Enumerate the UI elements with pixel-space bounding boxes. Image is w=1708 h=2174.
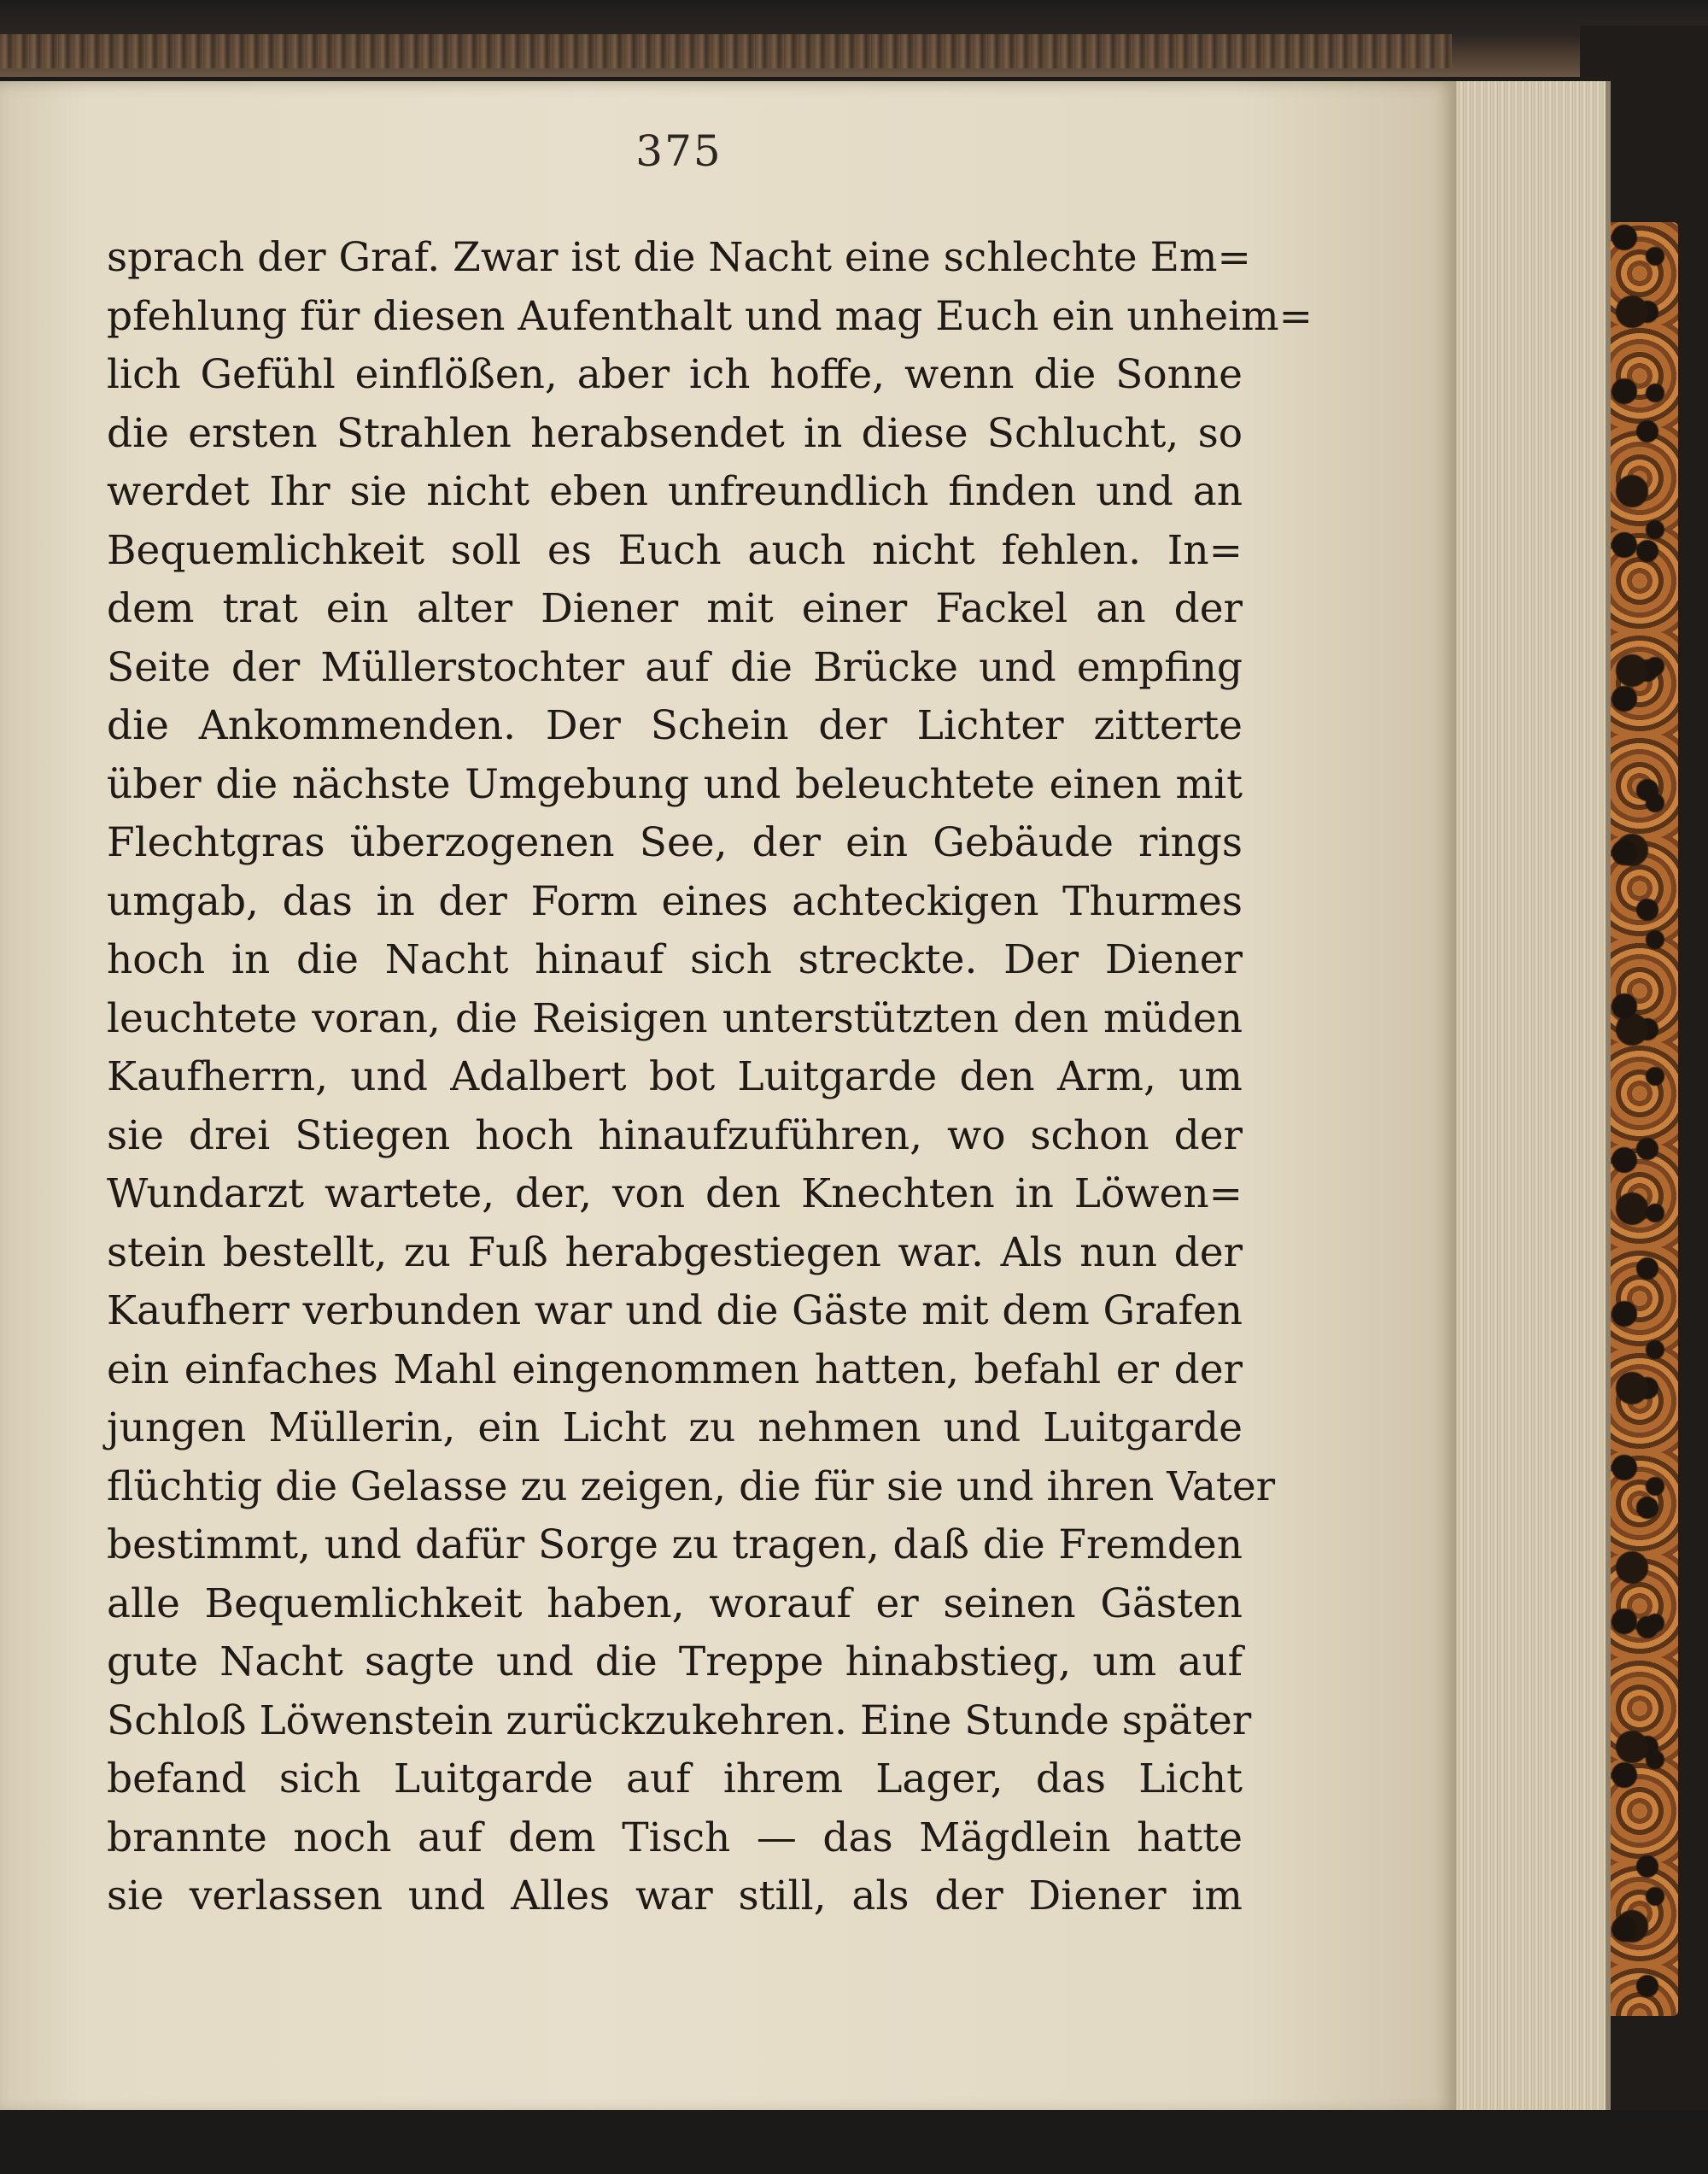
text-line: Kaufherrn, und Adalbert bot Luitgarde den Arm, um xyxy=(107,1053,1243,1100)
text-line: leuchtete voran, die Reisigen unterstützten den müden xyxy=(107,994,1243,1042)
page-number: 375 xyxy=(635,126,722,176)
text-line: die ersten Strahlen herabsendet in diese Schlucht, so xyxy=(107,409,1243,457)
text-line: pfehlung für diesen Aufenthalt und mag Euch ein unheim= xyxy=(107,292,1313,340)
text-line: über die nächste Umgebung und beleuchtete einen mit xyxy=(107,760,1243,808)
text-line: gute Nacht sagte und die Treppe hinabstieg, um auf xyxy=(107,1638,1243,1685)
text-line: flüchtig die Gelasse zu zeigen, die für sie und ihren Vater xyxy=(107,1462,1276,1510)
text-line: Schloß Löwenstein zurückzukehren. Eine Stunde später xyxy=(107,1696,1252,1744)
page-body-text xyxy=(107,229,1313,1926)
text-line: alle Bequemlichkeit haben, worauf er seinen Gästen xyxy=(107,1579,1243,1627)
bottom-edge xyxy=(0,2110,1708,2174)
text-line: Bequemlichkeit soll es Euch auch nicht fehlen. In= xyxy=(107,526,1243,574)
text-line: Kaufherr verbunden war und die Gäste mit dem Grafen xyxy=(107,1287,1243,1334)
text-line: sprach der Graf. Zwar ist die Nacht eine schlechte Em= xyxy=(107,234,1251,281)
text-line: stein bestellt, zu Fuß herabgestiegen war. Als nun der xyxy=(107,1228,1243,1276)
text-line: Wundarzt wartete, der, von den Knechten in Löwen= xyxy=(107,1170,1243,1217)
text-line: Flechtgras überzogenen See, der ein Gebäude rings xyxy=(107,819,1243,866)
text-line: bestimmt, und dafür Sorge zu tragen, daß die Fremden xyxy=(107,1521,1243,1568)
text-line: sie verlassen und Alles war still, als der Diener im xyxy=(107,1872,1243,1919)
marbled-endpaper xyxy=(1601,222,1678,2016)
text-line: jungen Müllerin, ein Licht zu nehmen und Luitgarde xyxy=(107,1404,1243,1451)
text-line: befand sich Luitgarde auf ihrem Lager, das Licht xyxy=(107,1755,1243,1802)
text-line: hoch in die Nacht hinauf sich streckte. Der Diener xyxy=(107,936,1243,983)
headband xyxy=(0,34,1452,68)
text-line: die Ankommenden. Der Schein der Lichter zitterte xyxy=(107,702,1243,749)
text-line: dem trat ein alter Diener mit einer Fackel an der xyxy=(107,585,1243,632)
text-line: werdet Ihr sie nicht eben unfreundlich finden und an xyxy=(107,468,1243,515)
text-line: brannte noch auf dem Tisch — das Mägdlein hatte xyxy=(107,1814,1243,1861)
page-fore-edge xyxy=(1443,81,1611,2114)
text-line: Seite der Müllerstochter auf die Brücke und empfing xyxy=(107,643,1243,691)
text-line: umgab, das in der Form eines achteckigen Thurmes xyxy=(107,877,1243,925)
text-line: lich Gefühl einflößen, aber ich hoffe, wenn die Sonne xyxy=(107,351,1243,398)
text-line: sie drei Stiegen hoch hinaufzuführen, wo schon der xyxy=(107,1111,1243,1159)
text-line: ein einfaches Mahl eingenommen hatten, befahl er der xyxy=(107,1345,1243,1393)
